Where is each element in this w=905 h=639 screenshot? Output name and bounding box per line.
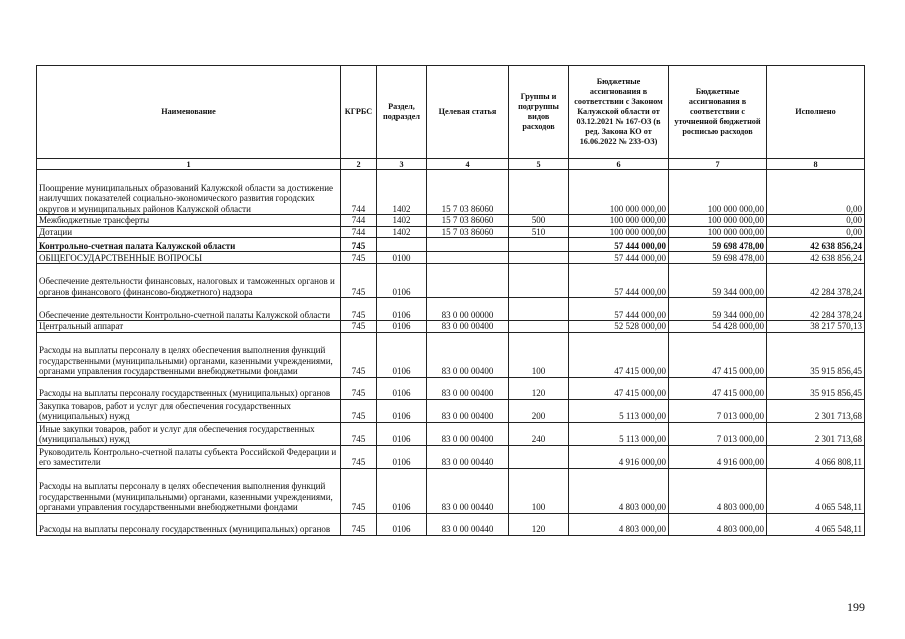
row-group: 510 <box>509 226 569 238</box>
row-law-amount: 57 444 000,00 <box>569 252 669 264</box>
row-group: 100 <box>509 332 569 377</box>
row-section: 0100 <box>377 252 427 264</box>
row-target: 83 0 00 00400 <box>427 321 509 333</box>
row-section: 0106 <box>377 321 427 333</box>
column-number: 3 <box>377 159 427 170</box>
row-group <box>509 238 569 252</box>
row-group: 200 <box>509 399 569 422</box>
row-target: 83 0 00 00400 <box>427 422 509 445</box>
row-kgrbs: 745 <box>341 238 377 252</box>
row-name: Поощрение муниципальных образований Калужской области за достижение наилучших показателей социально-экономического развития городских округов и муниципальных районов Калужской области <box>37 170 341 215</box>
row-section: 0106 <box>377 399 427 422</box>
header-kgrbs: КГРБС <box>341 66 377 159</box>
row-refined-amount: 47 415 000,00 <box>669 377 767 399</box>
table-row <box>37 226 865 238</box>
row-group <box>509 445 569 468</box>
row-executed-amount: 42 284 378,24 <box>767 264 865 298</box>
row-law-amount: 100 000 000,00 <box>569 226 669 238</box>
row-target: 83 0 00 00400 <box>427 377 509 399</box>
row-group <box>509 264 569 298</box>
table-row <box>37 422 865 445</box>
row-law-amount: 5 113 000,00 <box>569 422 669 445</box>
row-kgrbs: 745 <box>341 468 377 513</box>
row-group: 120 <box>509 513 569 535</box>
table-row <box>37 377 865 399</box>
page-number: 199 <box>847 600 865 614</box>
row-refined-amount: 47 415 000,00 <box>669 332 767 377</box>
row-law-amount: 4 803 000,00 <box>569 513 669 535</box>
row-executed-amount: 0,00 <box>767 170 865 215</box>
row-law-amount: 100 000 000,00 <box>569 215 669 227</box>
row-law-amount: 52 528 000,00 <box>569 321 669 333</box>
row-target <box>427 264 509 298</box>
header-target: Целевая статья <box>427 66 509 159</box>
table-row <box>37 332 865 377</box>
row-section: 0106 <box>377 264 427 298</box>
row-target: 15 7 03 86060 <box>427 226 509 238</box>
row-name: Расходы на выплаты персоналу в целях обеспечения выполнения функций государственными (муниципальными) органами, казенными учреждениями, органами управления государственными внебюджетными фондами <box>37 332 341 377</box>
row-kgrbs: 745 <box>341 264 377 298</box>
row-section: 0106 <box>377 332 427 377</box>
row-executed-amount: 0,00 <box>767 215 865 227</box>
row-executed-amount: 42 284 378,24 <box>767 298 865 321</box>
row-law-amount: 5 113 000,00 <box>569 399 669 422</box>
row-target: 83 0 00 00400 <box>427 332 509 377</box>
row-target <box>427 238 509 252</box>
row-refined-amount: 59 698 478,00 <box>669 238 767 252</box>
column-number: 7 <box>669 159 767 170</box>
row-law-amount: 57 444 000,00 <box>569 238 669 252</box>
table-row <box>37 321 865 333</box>
row-kgrbs: 745 <box>341 399 377 422</box>
row-refined-amount: 4 916 000,00 <box>669 445 767 468</box>
row-kgrbs: 745 <box>341 298 377 321</box>
header-law-allocations: Бюджетные ассигнования в соответствии с Законом Калужской области от 03.12.2021 № 167-ОЗ (в ред. Закона КО от 16.06.2022 № 233-ОЗ) <box>569 66 669 159</box>
row-kgrbs: 745 <box>341 445 377 468</box>
budget-table <box>36 65 865 536</box>
table-row <box>37 468 865 513</box>
row-law-amount: 57 444 000,00 <box>569 298 669 321</box>
row-executed-amount: 4 065 548,11 <box>767 513 865 535</box>
row-law-amount: 4 916 000,00 <box>569 445 669 468</box>
row-section: 0106 <box>377 298 427 321</box>
row-refined-amount: 4 803 000,00 <box>669 513 767 535</box>
row-kgrbs: 745 <box>341 252 377 264</box>
row-refined-amount: 59 344 000,00 <box>669 298 767 321</box>
row-target: 83 0 00 00000 <box>427 298 509 321</box>
row-executed-amount: 42 638 856,24 <box>767 238 865 252</box>
row-refined-amount: 100 000 000,00 <box>669 170 767 215</box>
table-row <box>37 215 865 227</box>
row-target: 83 0 00 00400 <box>427 399 509 422</box>
header-executed: Исполнено <box>767 66 865 159</box>
row-section: 1402 <box>377 215 427 227</box>
row-law-amount: 57 444 000,00 <box>569 264 669 298</box>
row-refined-amount: 100 000 000,00 <box>669 215 767 227</box>
column-number: 8 <box>767 159 865 170</box>
column-number: 2 <box>341 159 377 170</box>
row-law-amount: 47 415 000,00 <box>569 332 669 377</box>
row-target: 83 0 00 00440 <box>427 445 509 468</box>
row-group <box>509 170 569 215</box>
table-row <box>37 170 865 215</box>
row-group <box>509 252 569 264</box>
row-group: 240 <box>509 422 569 445</box>
table-row <box>37 445 865 468</box>
row-name: Расходы на выплаты персоналу государственных (муниципальных) органов <box>37 513 341 535</box>
row-name: Межбюджетные трансферты <box>37 215 341 227</box>
table-row <box>37 264 865 298</box>
row-target <box>427 252 509 264</box>
row-section: 0106 <box>377 468 427 513</box>
row-refined-amount: 7 013 000,00 <box>669 422 767 445</box>
table-row <box>37 252 865 264</box>
row-refined-amount: 59 698 478,00 <box>669 252 767 264</box>
row-name: Расходы на выплаты персоналу в целях обеспечения выполнения функций государственными (муниципальными) органами, казенными учреждениями, органами управления государственными внебюджетными фондами <box>37 468 341 513</box>
row-kgrbs: 745 <box>341 332 377 377</box>
row-refined-amount: 54 428 000,00 <box>669 321 767 333</box>
row-law-amount: 47 415 000,00 <box>569 377 669 399</box>
table-row <box>37 238 865 252</box>
row-target: 83 0 00 00440 <box>427 468 509 513</box>
row-name: Дотации <box>37 226 341 238</box>
row-name: Закупка товаров, работ и услуг для обеспечения государственных (муниципальных) нужд <box>37 399 341 422</box>
row-name: Обеспечение деятельности Контрольно-счетной палаты Калужской области <box>37 298 341 321</box>
column-number-row <box>37 159 865 170</box>
row-target: 83 0 00 00440 <box>427 513 509 535</box>
row-executed-amount: 38 217 570,13 <box>767 321 865 333</box>
header-section: Раздел, подраздел <box>377 66 427 159</box>
row-kgrbs: 744 <box>341 226 377 238</box>
row-kgrbs: 745 <box>341 321 377 333</box>
row-refined-amount: 4 803 000,00 <box>669 468 767 513</box>
row-group <box>509 298 569 321</box>
row-name: Расходы на выплаты персоналу государственных (муниципальных) органов <box>37 377 341 399</box>
table-row <box>37 399 865 422</box>
row-target: 15 7 03 86060 <box>427 170 509 215</box>
column-number: 4 <box>427 159 509 170</box>
row-refined-amount: 100 000 000,00 <box>669 226 767 238</box>
row-section: 0106 <box>377 377 427 399</box>
table-body <box>37 170 865 536</box>
row-name: ОБЩЕГОСУДАРСТВЕННЫЕ ВОПРОСЫ <box>37 252 341 264</box>
row-target: 15 7 03 86060 <box>427 215 509 227</box>
row-kgrbs: 744 <box>341 170 377 215</box>
row-law-amount: 4 803 000,00 <box>569 468 669 513</box>
row-executed-amount: 0,00 <box>767 226 865 238</box>
header-name: Наименование <box>37 66 341 159</box>
row-executed-amount: 35 915 856,45 <box>767 377 865 399</box>
row-executed-amount: 35 915 856,45 <box>767 332 865 377</box>
column-number: 6 <box>569 159 669 170</box>
row-section <box>377 238 427 252</box>
header-refined-allocations: Бюджетные ассигнования в соответствии с уточненной бюджетной росписью расходов <box>669 66 767 159</box>
row-section: 0106 <box>377 422 427 445</box>
row-section: 1402 <box>377 170 427 215</box>
row-executed-amount: 2 301 713,68 <box>767 399 865 422</box>
column-number: 1 <box>37 159 341 170</box>
row-refined-amount: 7 013 000,00 <box>669 399 767 422</box>
row-executed-amount: 42 638 856,24 <box>767 252 865 264</box>
row-name: Контрольно-счетная палата Калужской области <box>37 238 341 252</box>
table-row <box>37 298 865 321</box>
row-kgrbs: 745 <box>341 422 377 445</box>
row-kgrbs: 744 <box>341 215 377 227</box>
row-executed-amount: 4 066 808,11 <box>767 445 865 468</box>
column-number: 5 <box>509 159 569 170</box>
row-group: 500 <box>509 215 569 227</box>
row-name: Центральный аппарат <box>37 321 341 333</box>
row-section: 1402 <box>377 226 427 238</box>
row-section: 0106 <box>377 445 427 468</box>
row-kgrbs: 745 <box>341 377 377 399</box>
row-executed-amount: 2 301 713,68 <box>767 422 865 445</box>
row-group: 120 <box>509 377 569 399</box>
row-group <box>509 321 569 333</box>
header-group: Группы и подгруппы видов расходов <box>509 66 569 159</box>
row-section: 0106 <box>377 513 427 535</box>
row-group: 100 <box>509 468 569 513</box>
row-name: Руководитель Контрольно-счетной палаты субъекта Российской Федерации и его заместители <box>37 445 341 468</box>
header-row <box>37 66 865 159</box>
row-name: Иные закупки товаров, работ и услуг для обеспечения государственных (муниципальных) нужд <box>37 422 341 445</box>
row-refined-amount: 59 344 000,00 <box>669 264 767 298</box>
row-law-amount: 100 000 000,00 <box>569 170 669 215</box>
table-row <box>37 513 865 535</box>
row-kgrbs: 745 <box>341 513 377 535</box>
row-executed-amount: 4 065 548,11 <box>767 468 865 513</box>
row-name: Обеспечение деятельности финансовых, налоговых и таможенных органов и органов финансового (финансово-бюджетного) надзора <box>37 264 341 298</box>
